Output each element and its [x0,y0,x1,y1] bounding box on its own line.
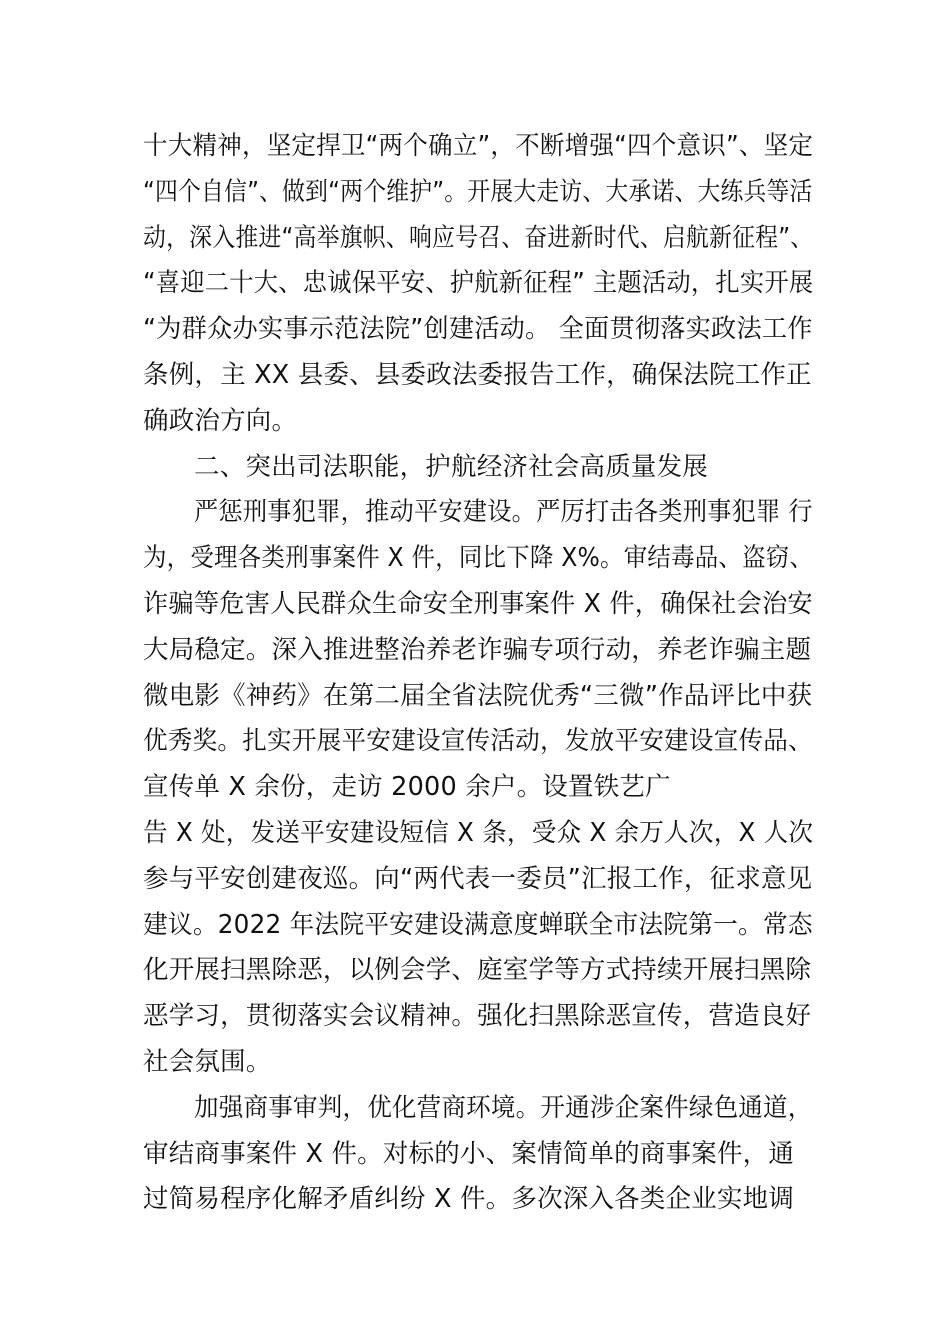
text-line: 为，受理各类刑事案件 X 件，同比下降 X%。审结毒品、盗窃、 [143,543,814,574]
text-line: 过简易程序化解矛盾纠纷 X 件。多次深入各类企业实地调 [143,1184,795,1215]
text-line: 动，深入推进“高举旗帜、响应号召、奋进新时代、启航新征程”、 [143,222,814,253]
text-line: 加强商事审判，优化营商环境。开通涉企案件绿色通道， [194,1092,813,1123]
text-line: 优秀奖。扎实开展平安建设宣传活动，发放平安建设宣传品、 [143,726,813,757]
text-line: 严惩刑事犯罪，推动平安建设。严厉打击各类刑事犯罪 行 [194,497,813,528]
text-line: 条例，主 XX 县委、县委政法委报告工作，确保法院工作正 [143,360,812,390]
text-line: 化开展扫黑除恶，以例会学、庭室学等方式持续开展扫黑除 [143,955,812,986]
text-line: “喜迎二十大、忠诚保平安、护航新征程” 主题活动，扎实开展 [143,268,814,299]
text-line: 微电影《神药》在第二届全省法院优秀“三微”作品评比中获 [143,680,813,711]
section-heading: 二、突出司法职能，护航经济社会高质量发展 [194,451,709,482]
text-line: 十大精神，坚定捍卫“两个确立”，不断增强“四个意识”、坚定 [143,131,814,161]
text-line: 参与平安创建夜巡。向“两代表一委员”汇报工作，征求意见 [143,863,813,894]
text-line: 大局稳定。深入推进整治养老诈骗专项行动，养老诈骗主题 [143,634,812,665]
text-line: 建议。2022 年法院平安建设满意度蝉联全市法院第一。常态 [143,909,813,940]
text-line: 告 X 处，发送平安建设短信 X 条，受众 X 余万人次，X 人次 [143,818,814,848]
text-line: 恶学习，贯彻落实会议精神。强化扫黑除恶宣传，营造良好 [143,1001,812,1032]
text-line: 审结商事案件 X 件。对标的小、案情简单的商事案件，通 [143,1138,795,1169]
text-line: 确政治方向。 [143,405,298,436]
text-line: “四个自信”、做到“两个维护”。开展大走访、大承诺、大练兵等活 [143,176,813,207]
text-line: “为群众办实事示范法院”创建活动。 全面贯彻落实政法工作 [143,314,813,345]
text-line: 诈骗等危害人民群众生命安全刑事案件 X 件，确保社会治安 [143,589,813,619]
text-line: 宣传单 X 余份，走访 2000 余户。设置铁艺广 [143,772,671,803]
text-line: 社会氛围。 [143,1047,272,1077]
